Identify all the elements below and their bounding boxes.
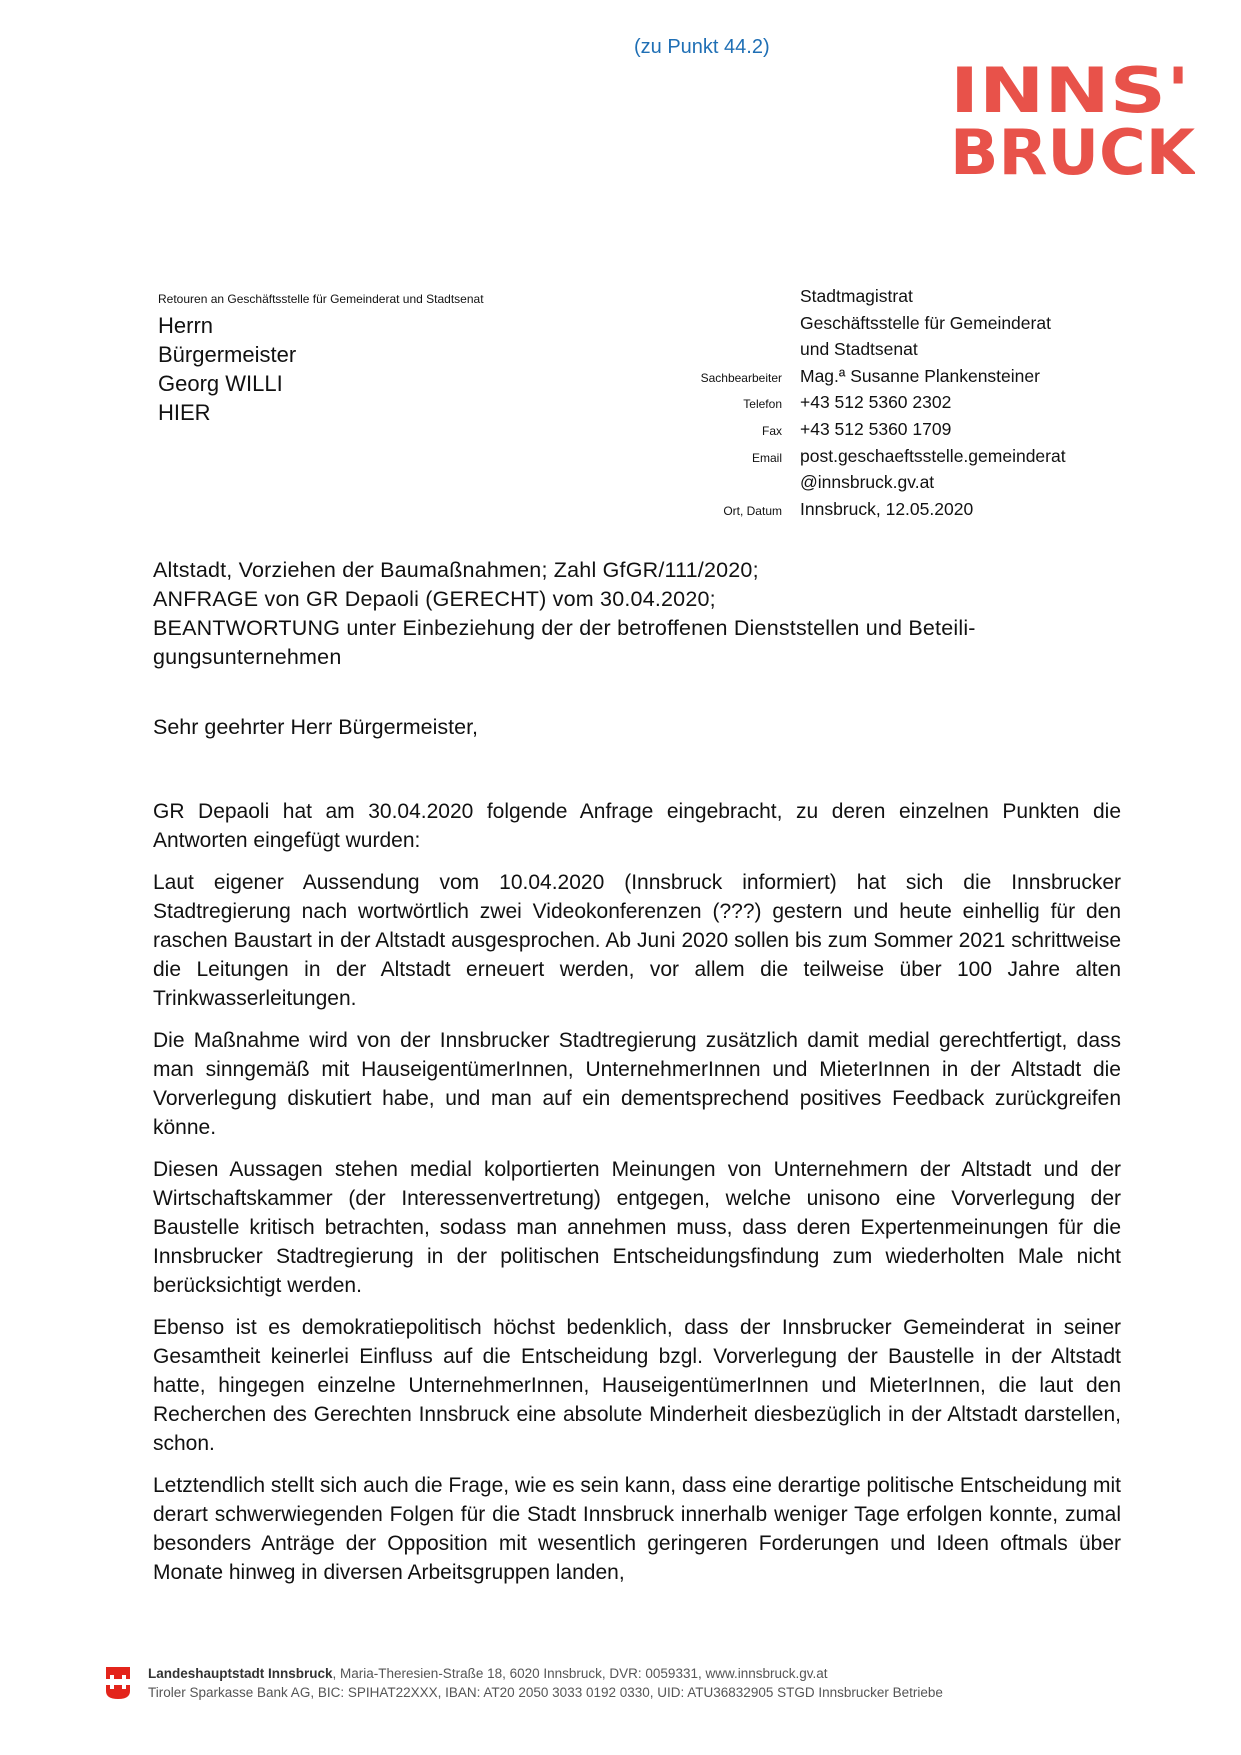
- sender-info-block: [690, 286, 1110, 525]
- subject-line: gungsunternehmen: [153, 645, 342, 669]
- email-label: Email: [751, 450, 782, 465]
- footer-text: [148, 1664, 943, 1702]
- footer-line-2: Tiroler Sparkasse Bank AG, BIC: SPIHAT22XXX, IBAN: AT20 2050 3033 0192 0330, UID: ATU36832905 STGD Innsbrucker Betriebe: [148, 1685, 943, 1700]
- recipient-line: Herrn: [158, 313, 214, 338]
- fax-label: Fax: [761, 423, 782, 438]
- sender-row: [690, 472, 1110, 499]
- recipient-address: [158, 311, 296, 427]
- subject-block: [153, 556, 1113, 672]
- sender-row: [690, 366, 1110, 393]
- footer-org-name: Landeshauptstadt Innsbruck: [148, 1666, 333, 1681]
- sender-office: Geschäftsstelle für Gemeinderat: [800, 312, 1051, 333]
- place-date-value: Innsbruck, 12.05.2020: [800, 498, 974, 519]
- salutation: Sehr geehrter Herr Bürgermeister,: [153, 715, 479, 739]
- subject-line: ANFRAGE von GR Depaoli (GERECHT) vom 30.04.2020;: [153, 587, 716, 611]
- innsbruck-logo: [950, 58, 1195, 178]
- phone-value: +43 512 5360 2302: [800, 392, 952, 413]
- recipient-line: HIER: [158, 400, 211, 425]
- fax-value: +43 512 5360 1709: [800, 418, 952, 439]
- letter-body: [153, 797, 1121, 1600]
- body-paragraph: Die Maßnahme wird von der Innsbrucker Stadtregierung zusätzlich damit medial gerechtfertigt, dass man sinngemäß mit HauseigentümerInnen, UnternehmerInnen und MieterInnen in der Altstadt die Vorverlegung diskutiert habe, und man auf ein dementsprechend positives Feedback zurückgreifen könne.: [153, 1029, 1121, 1139]
- reference-note: (zu Punkt 44.2): [634, 36, 770, 58]
- sender-office-cont: und Stadtsenat: [800, 339, 918, 360]
- subject-line: Altstadt, Vorziehen der Baumaßnahmen; Zahl GfGR/111/2020;: [153, 558, 759, 582]
- clerk-label: Sachbearbeiter: [700, 370, 782, 385]
- body-paragraph: Diesen Aussagen stehen medial kolportierten Meinungen von Unternehmern der Altstadt und der Wirtschaftskammer (der Interessenvertretung) entgegen, welche unisono eine Vorverlegung der Baustelle kritisch betrachten, sodass man annehmen muss, dass deren Expertenmeinungen für die Innsbrucker Stadtregierung in der politischen Entscheidungsfindung zum wiederholten Male nicht berücksichtigt werden.: [153, 1158, 1121, 1297]
- recipient-line: Bürgermeister: [158, 342, 297, 367]
- body-paragraph: Letztendlich stellt sich auch die Frage, wie es sein kann, dass eine derartige politische Entscheidung mit derart schwerwiegenden Folgen für die Stadt Innsbruck innerhalb weniger Tage erfolgen konnte, zumal besonders Anträge der Opposition mit wesentlich geringeren Forderungen und Ideen oftmals über Monate hinweg in diversen Arbeitsgruppen landen,: [153, 1474, 1121, 1584]
- sender-row: [690, 392, 1110, 419]
- footer-line-1: [148, 1664, 943, 1683]
- body-paragraph: Ebenso ist es demokratiepolitisch höchst bedenklich, dass der Innsbrucker Gemeinderat in seiner Gesamtheit keinerlei Einfluss auf die Entscheidung bzgl. Vorverlegung der Baustelle in der Altstadt hatte, hingegen einzelne UnternehmerInnen, HauseigentümerInnen und MieterInnen, die laut den Recherchen des Gerechten Innsbruck eine absolute Minderheit diesbezüglich in der Altstadt darstellen, schon.: [153, 1316, 1121, 1455]
- email-value: post.geschaeftsstelle.gemeinderat: [800, 445, 1066, 466]
- clerk-name: Mag.ª Susanne Plankensteiner: [800, 365, 1040, 386]
- return-address-line: Retouren an Geschäftsstelle für Gemeinderat und Stadtsenat: [158, 292, 484, 306]
- innsbruck-logo-icon: [950, 58, 1195, 178]
- sender-row: [690, 286, 1110, 313]
- city-coat-of-arms-icon: [104, 1665, 132, 1701]
- subject-line: BEANTWORTUNG unter Einbeziehung der der betroffenen Dienststellen und Beteili-: [153, 616, 976, 640]
- body-paragraph: GR Depaoli hat am 30.04.2020 folgende Anfrage eingebracht, zu deren einzelnen Punkten die Antworten eingefügt wurden:: [153, 800, 1121, 852]
- footer-address: , Maria-Theresien-Straße 18, 6020 Innsbruck, DVR: 0059331, www.innsbruck.gv.at: [332, 1666, 828, 1681]
- page-footer: [104, 1664, 1104, 1702]
- place-date-label: Ort, Datum: [723, 503, 782, 518]
- logo-line-2: BRUCK: [950, 116, 1195, 178]
- sender-row: [690, 419, 1110, 446]
- logo-line-1: INNS': [950, 58, 1190, 127]
- body-paragraph: Laut eigener Aussendung vom 10.04.2020 (Innsbruck informiert) hat sich die Innsbrucker Stadtregierung nach wortwörtlich zwei Videokonferenzen (???) gestern und heute einhellig für den raschen Baustart in der Altstadt ausgesprochen. Ab Juni 2020 sollen bis zum Sommer 2021 schrittweise die Leitungen in der Altstadt erneuert werden, vor allem die teilweise über 100 Jahre alten Trinkwasserleitungen.: [153, 871, 1121, 1010]
- sender-row: [690, 499, 1110, 526]
- sender-row: [690, 339, 1110, 366]
- sender-row: [690, 446, 1110, 473]
- sender-department: Stadtmagistrat: [800, 286, 913, 306]
- recipient-line: Georg WILLI: [158, 371, 283, 396]
- sender-row: [690, 313, 1110, 340]
- phone-label: Telefon: [743, 397, 782, 412]
- email-value-cont: @innsbruck.gv.at: [800, 472, 935, 493]
